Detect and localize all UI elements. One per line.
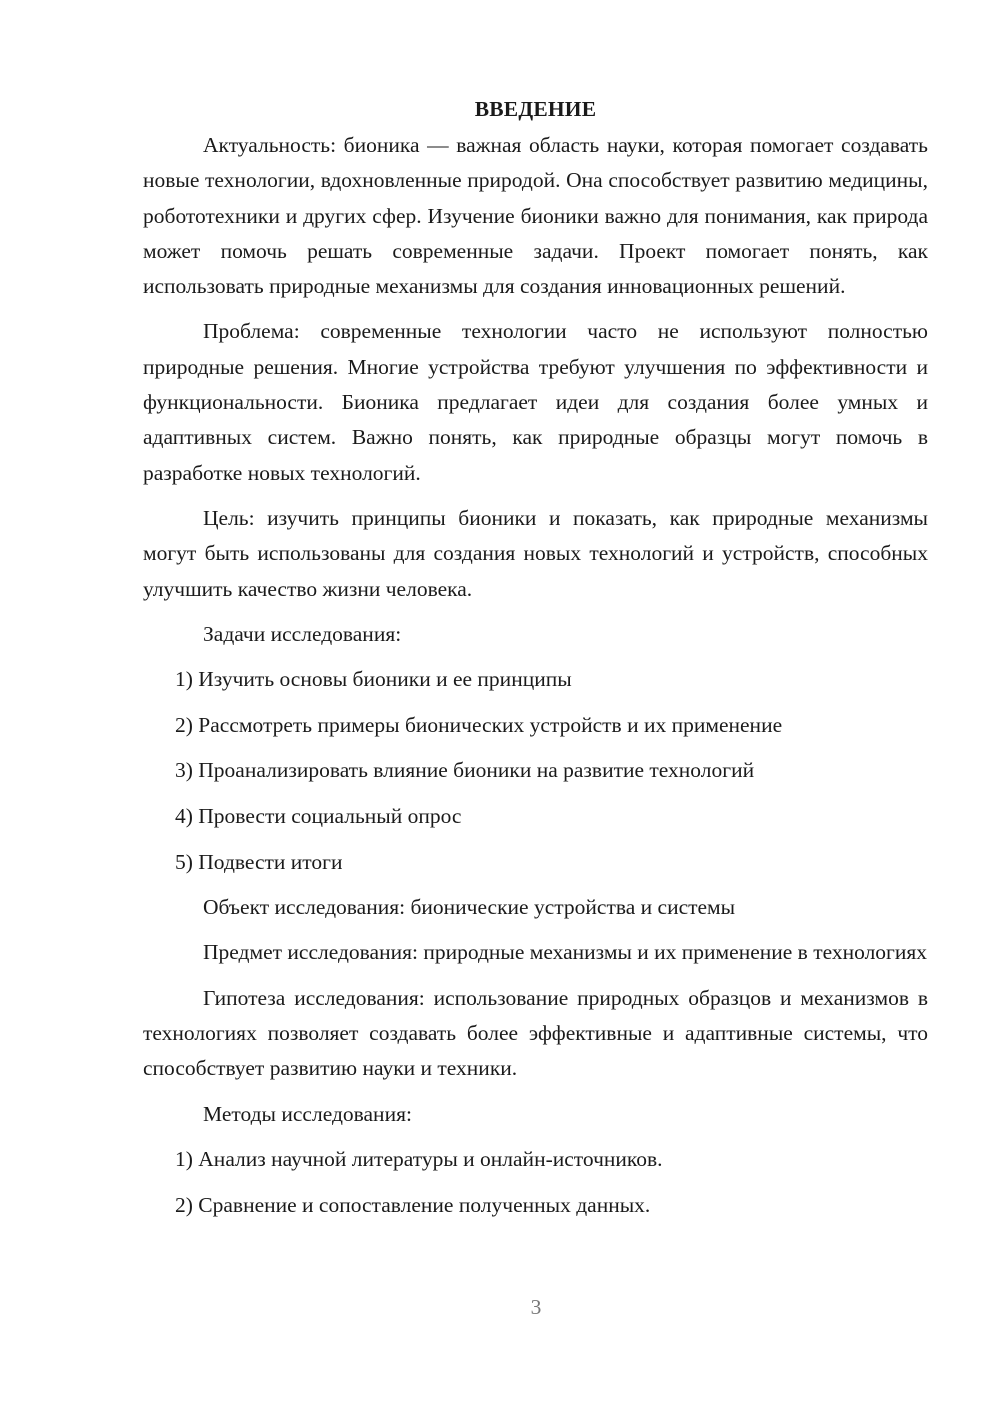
subject-paragraph: Предмет исследования: природные механизмы и их применение в технологиях bbox=[203, 940, 928, 965]
method-item: 1) Анализ научной литературы и онлайн-источников. bbox=[175, 1146, 663, 1171]
methods-label: Методы исследования: bbox=[203, 1101, 412, 1126]
object-line: Объект исследования: бионические устройства и системы bbox=[203, 895, 736, 920]
hypothesis-paragraph: Гипотеза исследования: использование природных образцов и механизмов в технологиях позволяет создавать более эффективные и адаптивные системы, что способствует развитию науки и техники. bbox=[143, 985, 928, 1081]
relevance-paragraph: Актуальность: бионика — важная область науки, которая помогает создавать новые технологии, вдохновленные природой. Она способствует развитию медицины, робототехники и других сфер. Изучение бионики важно для понимания, как природа может помочь решать современные задачи. Проект помогает понять, как использовать природные механизмы для создания инновационных решений. bbox=[143, 133, 928, 299]
problem-paragraph: Проблема: современные технологии часто не используют полностью природные решения. Многие устройства требуют улучшения по эффективности и функциональности. Бионика предлагает идеи для создания более умных и адаптивных систем. Важно понять, как природные образцы могут помочь в разработке новых технологий. bbox=[143, 319, 928, 485]
task-item: 4) Провести социальный опрос bbox=[175, 803, 462, 828]
document-page bbox=[143, 92, 928, 1233]
tasks-label: Задачи исследования: bbox=[203, 621, 402, 646]
task-item: 5) Подвести итоги bbox=[175, 849, 343, 874]
task-item: 2) Рассмотреть примеры бионических устройств и их применение bbox=[175, 712, 783, 737]
page-number: 3 bbox=[530, 1295, 542, 1319]
task-item: 1) Изучить основы бионики и ее принципы bbox=[175, 667, 572, 692]
method-item: 2) Сравнение и сопоставление полученных данных. bbox=[175, 1192, 651, 1217]
task-item: 3) Проанализировать влияние бионики на развитие технологий bbox=[175, 758, 755, 783]
page-title: ВВЕДЕНИЕ bbox=[474, 97, 597, 121]
goal-paragraph: Цель: изучить принципы бионики и показать, как природные механизмы могут быть использованы для создания новых технологий и устройств, способных улучшить качество жизни человека. bbox=[143, 505, 928, 601]
